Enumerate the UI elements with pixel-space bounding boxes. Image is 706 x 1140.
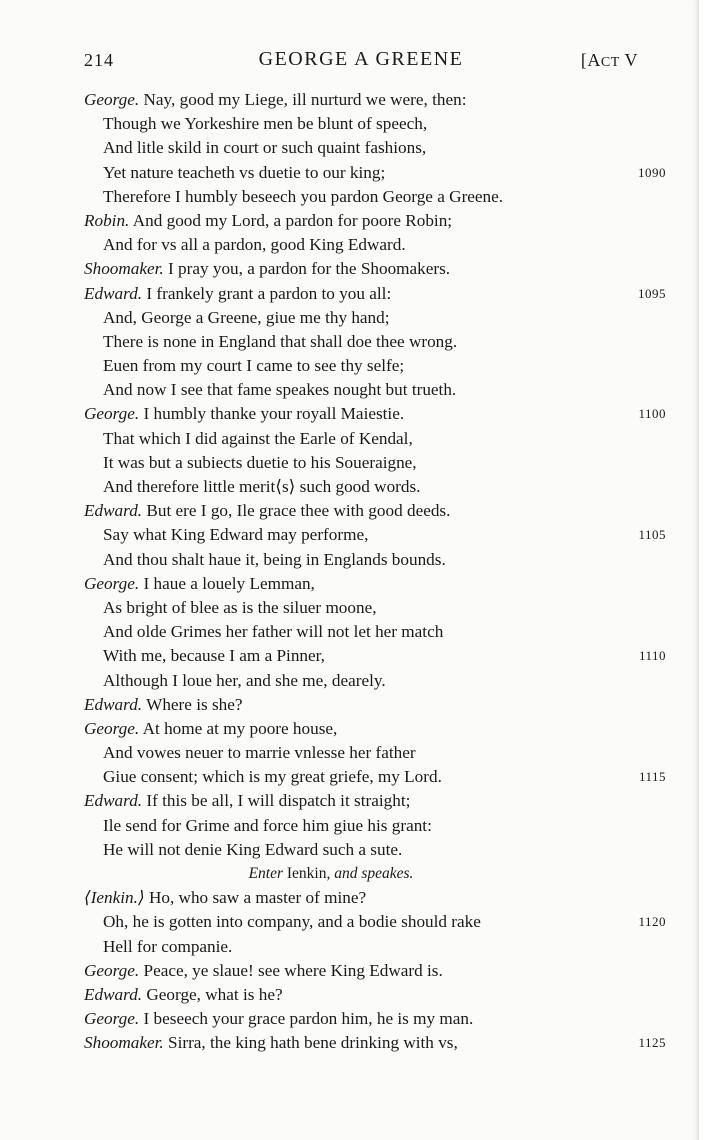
text-line [84,378,668,402]
stage-direction-name: Ienkin, [286,865,331,882]
verse-text: Yet nature teacheth vs duetie to our king; [103,162,386,182]
verse-text: I haue a louely Lemman, [143,573,315,593]
speaker-name: Edward. [84,501,143,521]
speaker-name: ⟨Ienkin.⟩ [84,888,145,908]
speaker-name: George. [84,1009,140,1029]
text-line [84,669,668,693]
verse-text: And thou shalt haue it, being in Englands bounds. [103,549,446,569]
text-line [84,88,668,112]
line-number: 1115 [638,769,666,785]
text-line [84,185,668,209]
text-line [84,814,668,838]
text-line [84,475,668,499]
text-line [84,427,668,451]
text-line [84,330,668,354]
verse-text: If this be all, I will dispatch it straight; [146,791,411,811]
text-line [84,112,668,136]
verse-text: George, what is he? [146,984,283,1004]
text-line [84,765,668,789]
stage-direction [84,862,668,886]
text-line [84,257,668,281]
speaker-name: George. [84,960,140,980]
text-line [84,886,668,910]
page-number: 214 [84,50,114,70]
speaker-name: Shoomaker. [84,1033,164,1053]
text-line [84,1031,668,1055]
verse-text: Though we Yorkeshire men be blunt of speech, [103,114,428,134]
verse-text: And now I see that fame speakes nought but trueth. [103,380,457,400]
play-text [84,88,668,1056]
text-line [84,572,668,596]
verse-text: I humbly thanke your royall Maiestie. [143,404,405,424]
speaker-name: George. [84,718,140,738]
text-line [84,983,668,1007]
verse-text: It was but a subiects duetie to his Soueraigne, [103,452,417,472]
line-number: 1090 [638,164,666,180]
speaker-name: Shoomaker. [84,259,164,279]
text-line [84,838,668,862]
text-line [84,717,668,741]
speaker-name: George. [84,573,140,593]
speaker-name: Robin. [84,210,130,230]
text-line [84,644,668,668]
text-line [84,306,668,330]
verse-text: And therefore little merit⟨s⟩ such good words. [103,477,421,496]
text-line [84,209,668,233]
text-line [84,741,668,765]
verse-text: And olde Grimes her father will not let her match [103,622,444,642]
verse-text: Say what King Edward may performe, [103,525,369,545]
speaker-name: George. [84,404,140,424]
text-line [84,233,668,257]
text-line [84,451,668,475]
text-line [84,910,668,934]
verse-text: Peace, ye slaue! see where King Edward is. [143,960,443,980]
text-line [84,693,668,717]
speaker-name: Edward. [84,283,143,303]
speaker-name: Edward. [84,984,143,1004]
text-line [84,523,668,547]
text-line [84,161,668,185]
text-line [84,959,668,983]
verse-text: Oh, he is gotten into company, and a bodie should rake [103,912,481,932]
text-line [84,789,668,813]
verse-text: As bright of blee as is the siluer moone, [103,597,377,617]
speaker-name: Edward. [84,694,143,714]
verse-text: Ho, who saw a master of mine? [148,888,367,908]
verse-text: And vowes neuer to marrie vnlesse her father [103,743,416,763]
verse-text: He will not denie King Edward such a sute. [103,839,403,859]
text-line [84,620,668,644]
text-line [84,402,668,426]
text-line [84,354,668,378]
verse-text: Nay, good my Liege, ill nurturd we were, then: [143,90,467,109]
verse-text: Euen from my court I came to see thy selfe; [103,356,405,376]
stage-direction-text: and speakes. [334,865,414,882]
text-line [84,499,668,523]
verse-text: But ere I go, Ile grace thee with good deeds. [146,501,451,521]
verse-text: Although I loue her, and she me, dearely. [103,670,386,690]
verse-text: Giue consent; which is my great griefe, my Lord. [103,767,442,787]
text-line [84,136,668,160]
text-line [84,548,668,572]
verse-text: I beseech your grace pardon him, he is my man. [143,1009,474,1029]
verse-text: There is none in England that shall doe thee wrong. [103,331,458,351]
verse-text: At home at my poore house, [142,718,338,738]
verse-text: And for vs all a pardon, good King Edward. [103,235,406,255]
verse-text: Sirra, the king hath bene drinking with vs, [168,1033,458,1053]
text-line [84,282,668,306]
text-line [84,1007,668,1031]
line-number: 1110 [638,648,666,664]
stage-direction-text: Enter [248,865,283,882]
verse-text: And, George a Greene, giue me thy hand; [103,307,390,327]
line-number: 1125 [638,1035,666,1051]
verse-text: With me, because I am a Pinner, [103,646,325,666]
verse-text: I frankely grant a pardon to you all: [146,283,392,303]
speaker-name: Edward. [84,791,143,811]
verse-text: Ile send for Grime and force him giue his grant: [103,815,432,835]
line-number: 1105 [638,527,666,543]
running-title: GEORGE A GREENE [258,48,464,70]
verse-text: That which I did against the Earle of Kendal, [103,428,413,448]
verse-text: Therefore I humbly beseech you pardon George a Greene. [103,186,504,206]
text-line [84,596,668,620]
line-number: 1095 [638,285,666,301]
line-number: 1100 [638,406,666,422]
verse-text: Hell for companie. [103,936,233,956]
running-header [84,48,638,74]
line-number: 1120 [638,914,666,930]
text-line [84,935,668,959]
verse-text: Where is she? [146,694,243,714]
act-indicator: [ACT V [580,50,638,70]
verse-text: And litle skild in court or such quaint fashions, [103,138,427,158]
verse-text: I pray you, a pardon for the Shoomakers. [168,259,451,279]
verse-text: And good my Lord, a pardon for poore Robin; [132,210,453,230]
speaker-name: George. [84,90,140,109]
